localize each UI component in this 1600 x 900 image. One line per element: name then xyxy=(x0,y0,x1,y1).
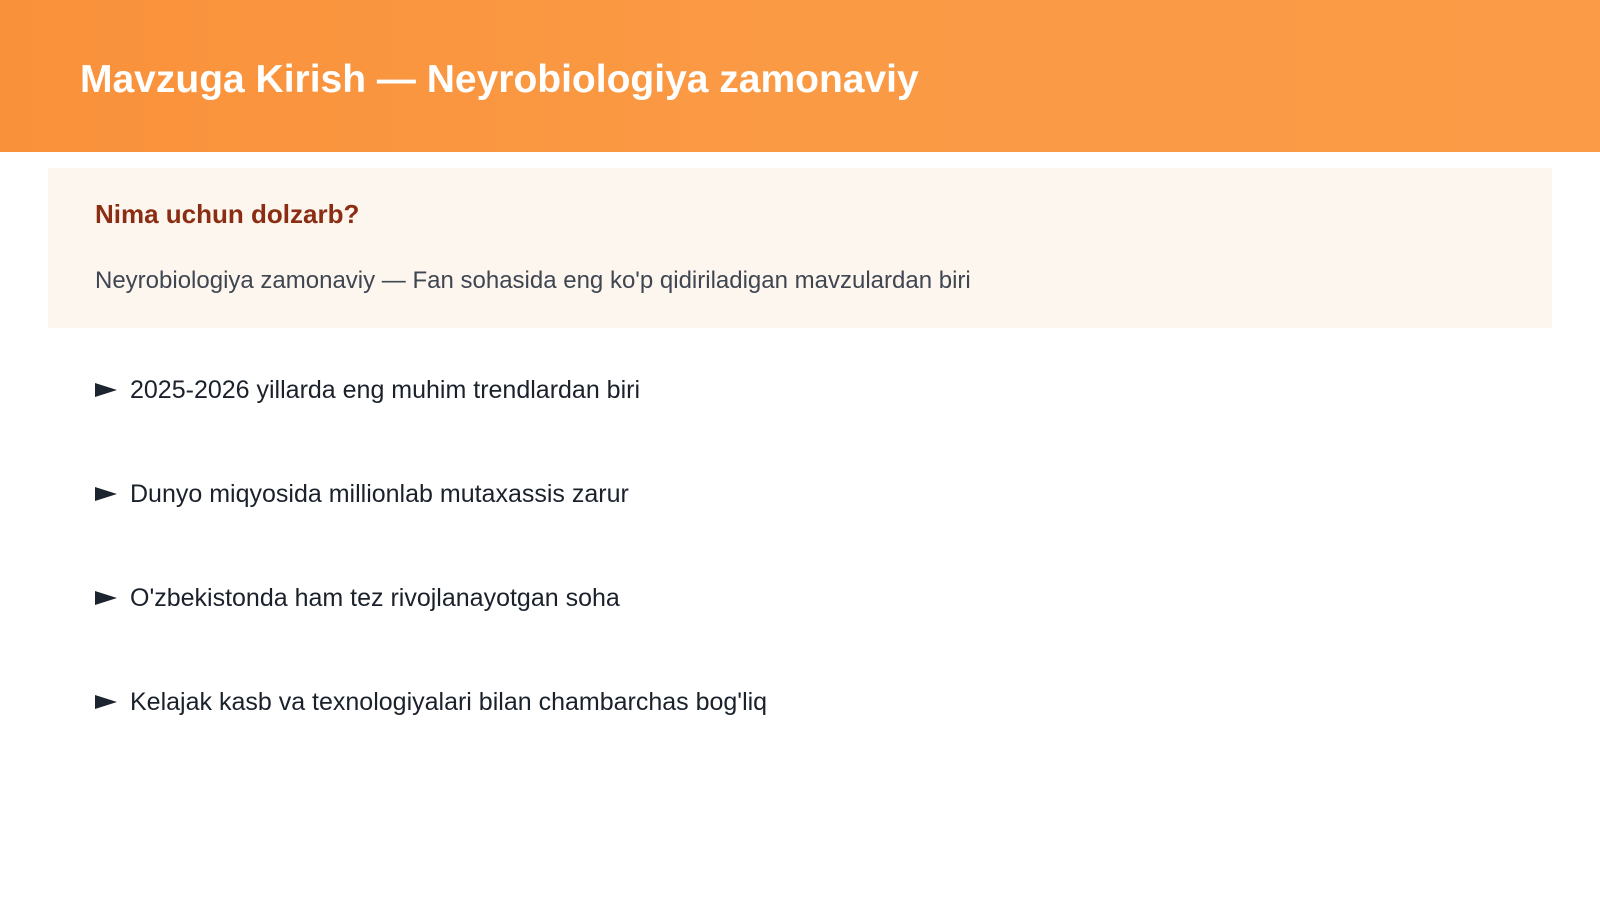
bullet-text: 2025-2026 yillarda eng muhim trendlardan biri xyxy=(130,376,641,404)
bullet-list xyxy=(95,372,767,788)
bullet-item xyxy=(95,684,767,720)
bullet-text: Dunyo miqyosida millionlab mutaxassis zarur xyxy=(130,480,629,508)
triangle-right-icon xyxy=(95,695,117,709)
bullet-item xyxy=(95,476,767,512)
triangle-right-icon xyxy=(95,383,117,397)
triangle-right-icon xyxy=(95,487,117,501)
bullet-text: Kelajak kasb va texnologiyalari bilan chambarchas bog'liq xyxy=(130,688,768,716)
slide-title: Mavzuga Kirish — Neyrobiologiya zamonaviy xyxy=(80,58,919,101)
bullet-item xyxy=(95,580,767,616)
callout-heading: Nima uchun dolzarb? xyxy=(95,199,360,229)
triangle-right-icon xyxy=(95,591,117,605)
bullet-item xyxy=(95,372,767,408)
callout-box xyxy=(48,168,1552,328)
bullet-text: O'zbekistonda ham tez rivojlanayotgan soha xyxy=(130,584,620,612)
callout-text: Neyrobiologiya zamonaviy — Fan sohasida eng ko'p qidiriladigan mavzulardan biri xyxy=(95,267,971,294)
slide-header xyxy=(0,0,1600,152)
